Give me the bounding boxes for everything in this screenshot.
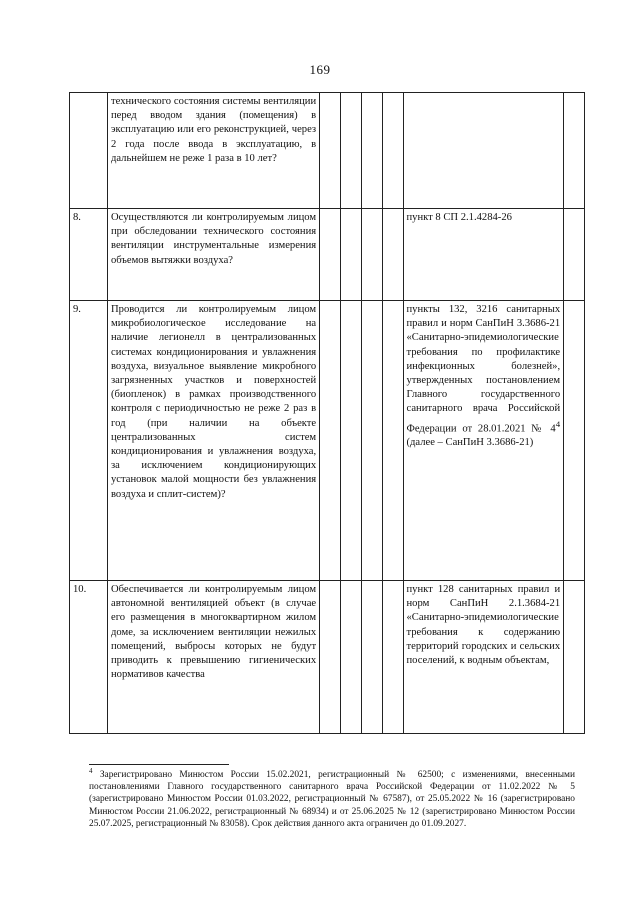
page-number: 169 [309,62,331,77]
empty-cell [320,93,341,209]
empty-cell [340,209,361,301]
checklist-table [69,92,585,734]
reference-cell: пункт 128 санитарных правил и норм СанПиН 2.1.3684-21 «Санитарно-эпидемиологические требования к содержанию территорий городских и сельских поселений, к водным объектам, [403,581,564,734]
empty-cell [564,209,585,301]
row-number: 9. [70,301,108,581]
reference-text: пункты 132, 3216 санитарных правил и норм СанПиН 3.3686-21 «Санитарно-эпидемиологические требования по профилактике инфекционных болезней», утвержденных постановлением Главного государственного санитарного врача Российской Федерации от 28.01.2021 № 4 [406,304,561,435]
row-number: 10. [70,581,108,734]
table-row [70,209,585,301]
empty-cell [361,93,382,209]
empty-cell [340,581,361,734]
question-cell: Осуществляются ли контролируемым лицом при обследовании технического состояния вентиляции инструментальные измерения объемов вытяжки воздуха? [108,209,320,301]
table-row [70,581,585,734]
reference-text-tail: (далее – СанПиН 3.3686-21) [406,437,534,449]
footnote-divider [89,764,229,765]
question-cell: Обеспечивается ли контролируемым лицом автономной вентиляцией объект (в случае его размещения в многоквартирном жилом доме, за исключением вентиляции нежилых помещений, выбросы которых не будут приводить к превышению гигиенических нормативов качества [108,581,320,734]
footnote [89,766,575,830]
empty-cell [320,301,341,581]
row-number [70,93,108,209]
empty-cell [320,209,341,301]
question-cell: технического состояния системы вентиляции перед вводом здания (помещения) в эксплуатацию или его реконструкцией, через 2 года после ввода в эксплуатацию, в дальнейшем не реже 1 раза в 10 лет? [108,93,320,209]
empty-cell [361,301,382,581]
reference-cell [403,93,564,209]
question-cell: Проводится ли контролируемым лицом микробиологическое исследование на наличие легионелл в централизованных системах кондиционирования и увлажнения воздуха, визуальное выявление микробного загрязненных участков и поверхностей (биопленок) в рамках производственного контроля с периодичностью не реже 2 раз в год (при наличии на объекте централизованных систем кондиционирования и увлажнения воздуха, за исключением кондиционирующих установок малой мощности без увлажнения воздуха и сплит-систем)? [108,301,320,581]
empty-cell [340,93,361,209]
reference-cell: пункт 8 СП 2.1.4284-26 [403,209,564,301]
table-row [70,301,585,581]
reference-cell [403,301,564,581]
empty-cell [320,581,341,734]
empty-cell [564,93,585,209]
empty-cell [382,209,403,301]
empty-cell [340,301,361,581]
empty-cell [382,301,403,581]
table-row [70,93,585,209]
empty-cell [382,581,403,734]
footnote-mark: 4 [89,766,93,775]
empty-cell [564,301,585,581]
empty-cell [361,581,382,734]
footnote-text: Зарегистрировано Минюстом России 15.02.2021, регистрационный № 62500; с изменениями, внесенными постановлениями Главного государственного санитарного врача Российской Федерации от 11.02.2022 № 5 (зарегистрировано Минюстом России 01.03.2022, регистрационный № 67587), от 25.05.2022 № 16 (зарегистрировано Минюстом России 21.06.2022, регистрационный № 68934) и от 25.06.2025 № 12 (зарегистрировано Минюстом России 25.07.2025, регистрационный № 83058). Срок действия данного акта ограничен до 01.09.2027. [89,770,575,829]
empty-cell [361,209,382,301]
footnote-reference: 4 [555,418,561,429]
row-number: 8. [70,209,108,301]
empty-cell [382,93,403,209]
empty-cell [564,581,585,734]
